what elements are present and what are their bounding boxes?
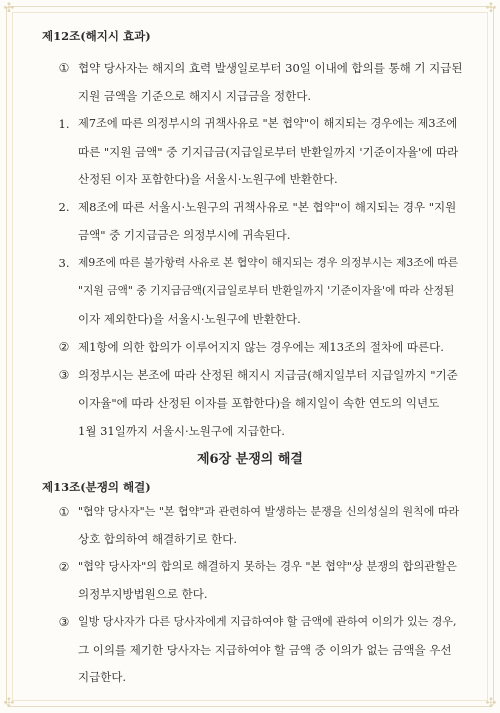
article-12-item1-line: 산정된 이자 포함한다)을 서울시·노원구에 반환한다. xyxy=(78,172,338,186)
article-12-item3-line: 제9조에 따른 불가항력 사유로 본 협약이 해지되는 경우 의정부시는 제3조에 따른 xyxy=(78,256,459,269)
article-12-item1-line: 따른 "지원 금액" 중 기지급금(지급일로부터 반환일까지 '기준이자율'에 따라 xyxy=(78,145,459,159)
article-12-item3-marker: 3. xyxy=(58,256,70,270)
article-12-p3-line: 이자율"에 따라 산정된 이자를 포함한다)을 해지일이 속한 연도의 익년도 xyxy=(78,396,440,410)
article-12-item2-marker: 2. xyxy=(58,200,70,214)
article-12-item3-line: "지원 금액" 중 기지급금액(지급일로부터 반환일까지 '기준이자율'에 따라 산정된 xyxy=(78,284,455,297)
article-12-p2-line: 제1항에 의한 합의가 이루어지지 않는 경우에는 제13조의 절차에 따른다. xyxy=(78,340,444,354)
article-12-p1-marker: ① xyxy=(58,61,70,75)
article-13-p1-line: 상호 합의하여 해결하기로 한다. xyxy=(78,532,238,546)
article-13-p3-marker: ③ xyxy=(58,615,70,629)
article-12-p2-marker: ② xyxy=(58,340,70,354)
article-12-p3-marker: ③ xyxy=(58,368,70,382)
article-12-p3-line: 의정부시는 본조에 따라 산정된 해지시 지급금(해지일부터 지급일까지 "기준 xyxy=(78,368,458,382)
article-12-item1-marker: 1. xyxy=(58,117,70,131)
article-13-p3-line: 그 이의를 제기한 당사자는 지급하여야 할 금액 중 이의가 없는 금액을 우선 xyxy=(78,643,452,657)
article-12-p3-line: 1월 31일까지 서울시·노원구에 지급한다. xyxy=(78,424,285,438)
article-12-item2-line: 금액" 중 기지급금은 의정부시에 귀속된다. xyxy=(78,228,291,242)
article-12-item3-line: 이자 제외한다)을 서울시·노원구에 반환한다. xyxy=(78,312,301,326)
article-12-item1-line: 제7조에 따른 의정부시의 귀책사유로 "본 협약"이 해지되는 경우에는 제3조에 xyxy=(78,117,458,130)
corner-ornament-icon: ✣ xyxy=(3,696,15,711)
corner-ornament-icon: ✣ xyxy=(3,1,15,16)
article-13-p3-line: 일방 당사자가 다른 당사자에게 지급하여야 할 금액에 관하여 이의가 있는 경우, xyxy=(78,615,457,628)
article-13-p2-line: 의정부지방법원으로 한다. xyxy=(78,587,208,601)
article-12-p1-line: 지원 금액을 기준으로 해지시 지급금을 정한다. xyxy=(78,89,312,103)
article-13-p2-marker: ② xyxy=(58,560,70,574)
corner-ornament-icon: ✣ xyxy=(485,1,497,16)
corner-ornament-icon: ✣ xyxy=(485,696,497,711)
article-12-item2-line: 제8조에 따른 서울시·노원구의 귀책사유로 "본 협약"이 해지되는 경우 "지원 xyxy=(78,200,457,214)
article-13-p3-line: 지급한다. xyxy=(78,670,127,684)
article-12-heading: 제12조(해지시 효과) xyxy=(42,29,151,43)
article-13-p2-line: "협약 당사자"의 합의로 해결하지 못하는 경우 "본 협약"상 분쟁의 합의관할은 xyxy=(78,560,457,573)
article-13-heading: 제13조(분쟁의 해결) xyxy=(42,480,151,494)
chapter-title: 제6장 분쟁의 해결 xyxy=(196,452,303,467)
article-12-p1-line: 협약 당사자는 해지의 효력 발생일로부터 30일 이내에 합의를 통해 기 지급된 xyxy=(78,61,463,75)
article-13-p1-marker: ① xyxy=(58,505,70,519)
article-13-p1-line: "협약 당사자"는 "본 협약"과 관련하여 발생하는 분쟁을 신의성실의 원칙에 따라 xyxy=(78,505,460,518)
